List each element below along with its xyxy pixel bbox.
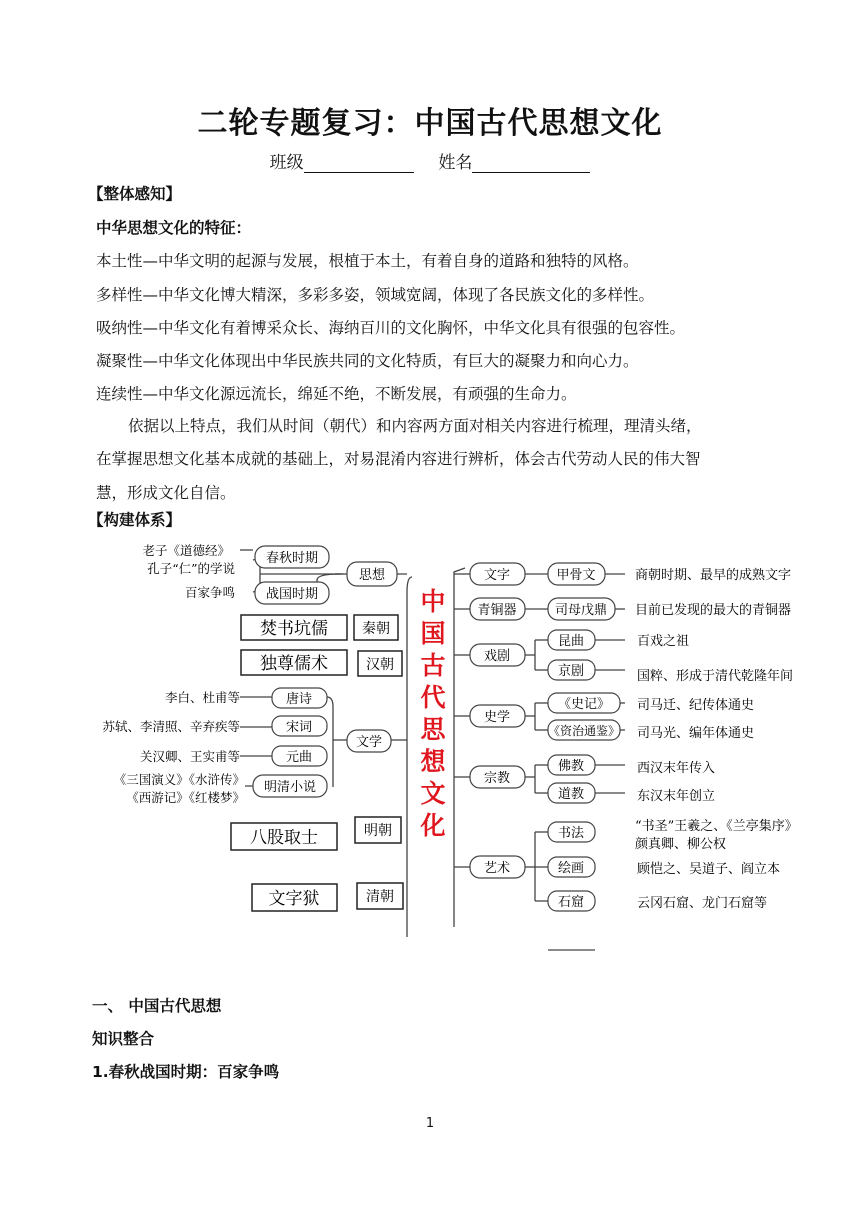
kunqu: 昆曲 bbox=[557, 634, 585, 649]
right-branches bbox=[470, 563, 798, 911]
authors-tang: 李白、杜甫等 bbox=[164, 690, 240, 705]
svg-text:思: 思 bbox=[420, 715, 446, 744]
event-confucianism: 独尊儒术 bbox=[260, 654, 328, 674]
features-heading: 中华思想文化的特征： bbox=[96, 219, 252, 237]
event-qin bbox=[241, 615, 398, 640]
literature-label: 文学 bbox=[355, 735, 383, 750]
taoism: 道教 bbox=[557, 787, 585, 802]
oracle-note: 商朝时期、最早的成熟文字 bbox=[635, 568, 792, 583]
novels-line-2: 《西游记》《红楼梦》 bbox=[126, 790, 245, 805]
event-literary-inquisition: 文字狱 bbox=[268, 889, 320, 909]
painting-note: 顾恺之、吴道子、阎立本 bbox=[637, 862, 781, 877]
taoism-note: 东汉末年创立 bbox=[637, 789, 716, 804]
right-main-bracket bbox=[454, 568, 465, 927]
note-laozi: 老子《道德经》 bbox=[142, 543, 230, 558]
event-ming bbox=[231, 817, 401, 850]
feature-5: 连续性—中华文化源远流长，绵延不绝，不断发展，有顽强的生命力。 bbox=[96, 385, 577, 403]
authors-song: 苏轼、李清照、辛弃疾等 bbox=[102, 719, 240, 734]
writing-label: 文字 bbox=[483, 568, 511, 583]
name-label: 姓名 bbox=[438, 153, 473, 173]
part1-heading: 一、 中国古代思想 bbox=[92, 997, 222, 1015]
tongjian-note: 司马光、编年体通史 bbox=[637, 726, 755, 741]
name-blank[interactable] bbox=[472, 154, 590, 173]
calligraphy: 书法 bbox=[557, 826, 585, 841]
paragraph-line-1: 依据以上特点，我们从时间（朝代）和内容两方面对相关内容进行梳理，理清头绪， bbox=[128, 417, 702, 435]
thought-label: 思想 bbox=[358, 568, 386, 583]
shiji-note: 司马迁、纪传体通史 bbox=[637, 698, 755, 713]
dynasty-ming: 明朝 bbox=[364, 823, 392, 839]
shiji: 《史记》 bbox=[557, 697, 611, 712]
buddhism-note: 西汉末年传入 bbox=[637, 761, 716, 776]
dynasty-qing: 清朝 bbox=[366, 889, 394, 905]
history-label: 史学 bbox=[483, 710, 511, 725]
painting: 绘画 bbox=[557, 861, 585, 876]
left-main-bracket bbox=[407, 577, 412, 937]
svg-text:化: 化 bbox=[420, 811, 446, 840]
svg-text:中: 中 bbox=[420, 587, 446, 616]
literature-branch bbox=[102, 688, 391, 805]
page-title: 二轮专题复习：中国古代思想文化 bbox=[197, 106, 663, 141]
period-spring-autumn: 春秋时期 bbox=[265, 551, 319, 566]
paragraph-line-2: 在掌握思想文化基本成就的基础上，对易混淆内容进行辨析，体会古代劳动人民的伟大智 bbox=[96, 450, 701, 468]
note-hundred-schools: 百家争鸣 bbox=[184, 585, 235, 600]
buddhism: 佛教 bbox=[557, 759, 585, 774]
religion-label: 宗教 bbox=[483, 771, 511, 786]
bronze-label: 青铜器 bbox=[477, 603, 517, 618]
dynasty-qin: 秦朝 bbox=[362, 621, 390, 637]
system-heading: 【构建体系】 bbox=[88, 511, 182, 529]
class-blank[interactable] bbox=[304, 154, 414, 173]
zizhi-tongjian: 《资治通鉴》 bbox=[547, 724, 621, 738]
note-confucius: 孔子“仁”的学说 bbox=[147, 561, 235, 576]
feature-1: 本土性—中华文明的起源与发展，根植于本土，有着自身的道路和独特的风格。 bbox=[96, 252, 639, 270]
calligraphy-note-1: “书圣”王羲之、《兰亭集序》 bbox=[635, 819, 798, 834]
calligraphy-note-2: 颜真卿、柳公权 bbox=[635, 837, 727, 852]
bronze-note: 目前已发现的最大的青铜器 bbox=[635, 603, 792, 618]
authors-yuan: 关汉卿、王实甫等 bbox=[139, 749, 240, 764]
event-han bbox=[241, 650, 402, 676]
event-burning-books: 焚书坑儒 bbox=[260, 619, 328, 639]
class-label: 班级 bbox=[269, 153, 304, 173]
genre-tang-poetry: 唐诗 bbox=[285, 692, 313, 707]
paragraph-line-3: 慧，形成文化自信。 bbox=[96, 484, 236, 502]
simuwu-ding: 司母戊鼎 bbox=[554, 603, 608, 618]
feature-4: 凝聚性—中华文化体现出中华民族共同的文化特质，有巨大的凝聚力和向心力。 bbox=[96, 352, 639, 370]
overview-heading: 【整体感知】 bbox=[88, 185, 182, 203]
genre-yuan-qu: 元曲 bbox=[285, 750, 313, 765]
feature-3: 吸纳性—中华文化有着博采众长、海纳百川的文化胸怀，中华文化具有很强的包容性。 bbox=[96, 319, 686, 337]
center-title bbox=[419, 587, 446, 840]
drama-label: 戏剧 bbox=[483, 649, 511, 664]
svg-text:国: 国 bbox=[420, 619, 446, 648]
novels-line-1: 《三国演义》《水浒传》 bbox=[113, 772, 245, 787]
kunqu-note: 百戏之祖 bbox=[637, 634, 690, 649]
svg-text:古: 古 bbox=[420, 651, 446, 680]
event-eight-legged: 八股取士 bbox=[250, 828, 318, 848]
svg-text:代: 代 bbox=[420, 683, 446, 712]
mind-map-diagram bbox=[85, 532, 815, 964]
oracle-bone: 甲骨文 bbox=[556, 568, 596, 583]
peking-opera: 京剧 bbox=[557, 664, 585, 679]
knowledge-heading: 知识整合 bbox=[92, 1030, 155, 1048]
dynasty-han: 汉朝 bbox=[366, 657, 394, 673]
genre-ming-qing-novel: 明清小说 bbox=[263, 780, 317, 795]
grottoes-note: 云冈石窟、龙门石窟等 bbox=[637, 896, 768, 911]
period-warring-states: 战国时期 bbox=[265, 587, 319, 602]
item1-heading: 1.春秋战国时期：百家争鸣 bbox=[92, 1063, 280, 1081]
feature-2: 多样性—中华文化博大精深，多彩多姿，领域宽阔，体现了各民族文化的多样性。 bbox=[96, 286, 655, 304]
page-number: 1 bbox=[425, 1116, 435, 1131]
event-qing bbox=[252, 883, 403, 911]
peking-note: 国粹、形成于清代乾隆年间 bbox=[637, 669, 794, 684]
class-name-line bbox=[0, 148, 860, 173]
svg-text:文: 文 bbox=[420, 779, 446, 808]
genre-song-ci: 宋词 bbox=[285, 720, 313, 735]
art-label: 艺术 bbox=[483, 861, 511, 876]
svg-text:想: 想 bbox=[420, 747, 446, 776]
grottoes: 石窟 bbox=[557, 895, 585, 910]
